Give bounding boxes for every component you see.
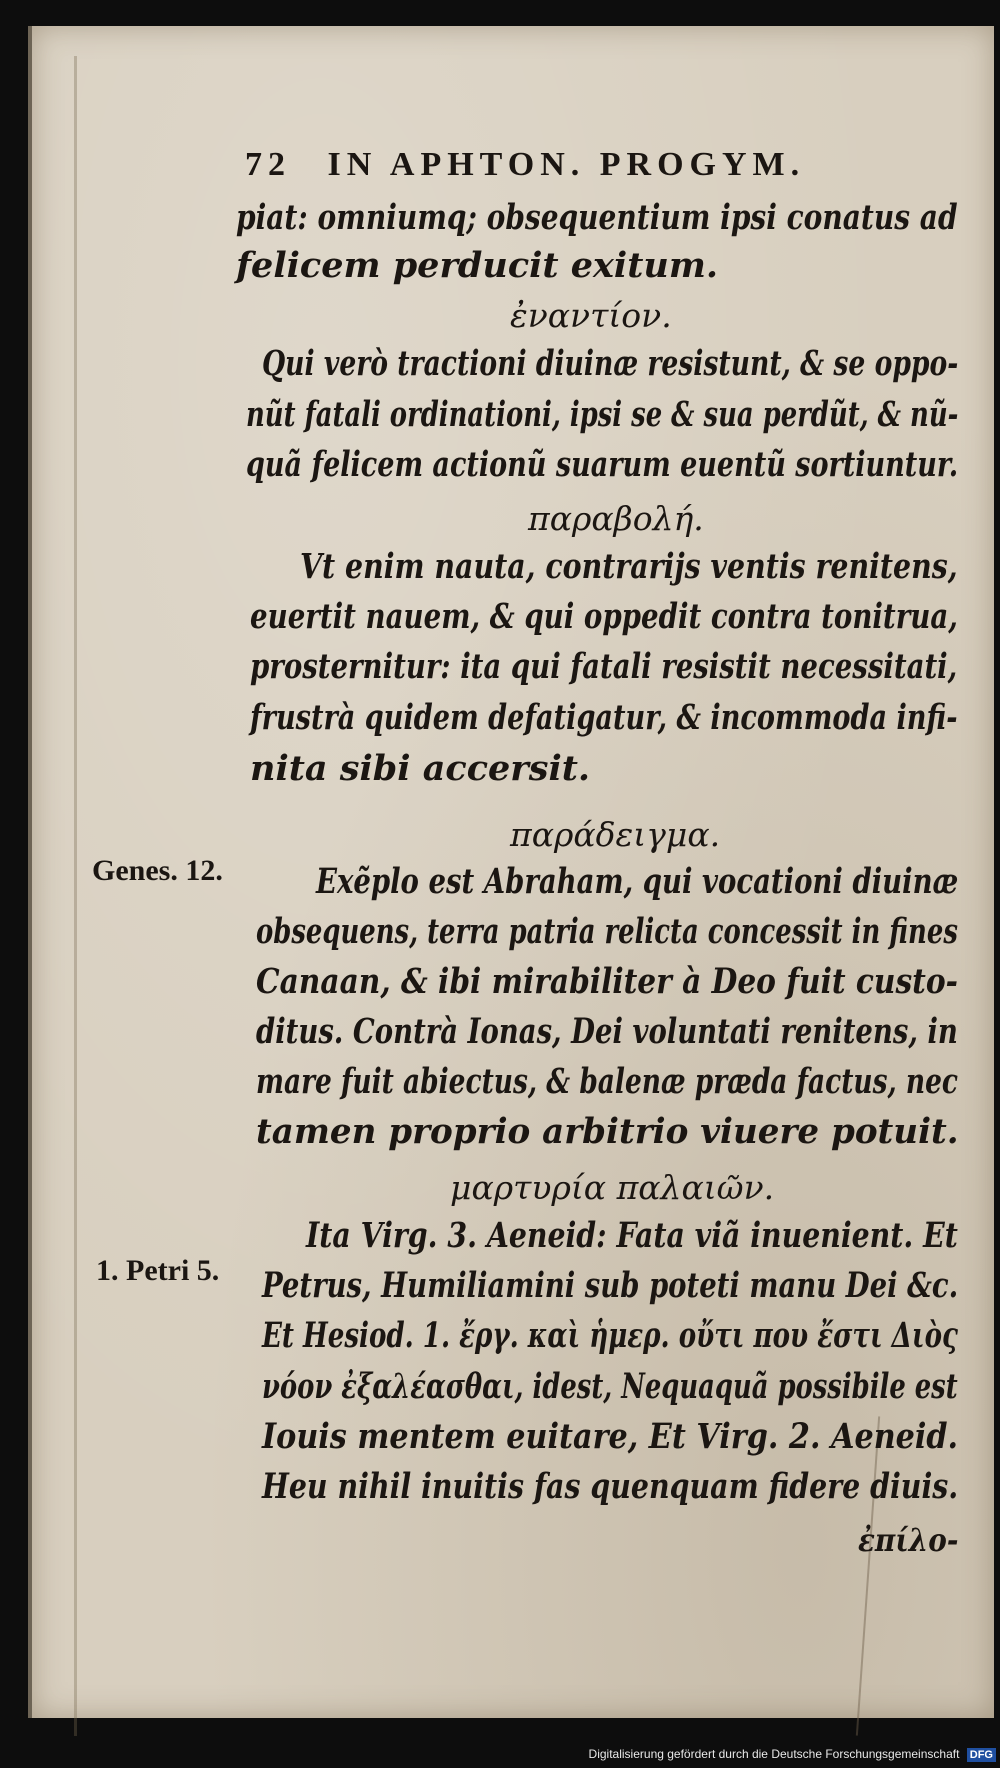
catchword: ἐπίλο- [858, 1521, 959, 1559]
text-line: frustrà quidem defatigatur, & incommoda infi- [250, 697, 958, 738]
text-line: nita sibi accersit. [250, 748, 591, 789]
text-line: prosternitur: ita qui fatali resistit necessitati, [250, 646, 958, 687]
paper-crease [856, 1416, 880, 1735]
text-line: Petrus, Humiliamini sub poteti manu Dei &c. [262, 1265, 959, 1306]
text-line: Et Hesiod. 1. ἔργ. καὶ ἡμερ. οὔτι που ἔστι Διὸς [262, 1315, 958, 1356]
page-number: 72 [245, 146, 291, 183]
text-line: Exẽplo est Abraham, qui vocationi diuinæ [316, 861, 959, 902]
text-line: Qui verò tractioni diuinæ resistunt, & se oppo- [262, 343, 959, 384]
text-line: νόον ἐξαλέασθαι, idest, Nequaquã possibile est [262, 1366, 958, 1407]
text-line: mare fuit abiectus, & balenæ præda factus, nec [256, 1061, 959, 1102]
text-line: felicem perducit exitum. [236, 245, 719, 286]
text-line: ditus. Contrà Ionas, Dei voluntati renitens, in [256, 1011, 958, 1052]
text-line: tamen proprio arbitrio viuere potuit. [256, 1111, 959, 1152]
text-line: obsequens, terra patria relicta concessit in fines [256, 911, 958, 952]
text-line: euertit nauem, & qui oppedit contra tonitrua, [250, 596, 958, 637]
text-line: Vt enim nauta, contrarijs ventis renitens, [300, 546, 958, 587]
dfg-logo: DFG [967, 1748, 996, 1762]
text-line: Ita Virg. 3. Aeneid: Fata viã inuenient. Et [306, 1215, 958, 1256]
text-line: piat: omniumq; obsequentium ipsi conatus ad [236, 197, 958, 238]
page-fold-shadow [74, 56, 77, 1736]
running-title: IN APHTON. PROGYM. [327, 146, 806, 183]
margin-note-genesis: Genes. 12. [92, 854, 223, 887]
section-heading-parabola: παραβολή. [528, 499, 704, 538]
footer-credit [589, 1747, 996, 1762]
running-head [245, 146, 805, 184]
footer-text: Digitalisierung gefördert durch die Deutsche Forschungsgemeinschaft [588, 1747, 960, 1761]
text-line: nũt fatali ordinationi, ipsi se & sua perdũt, & nũ- [246, 394, 959, 435]
text-line: Canaan, & ibi mirabiliter à Deo fuit custo- [256, 961, 958, 1002]
section-heading-testimonia: μαρτυρία παλαιῶν. [450, 1168, 775, 1207]
section-heading-paradigma: παράδειγμα. [510, 815, 721, 854]
margin-note-petrus: 1. Petri 5. [96, 1254, 220, 1287]
section-heading-contrarium: ἐναντίον. [510, 296, 672, 335]
text-line: quã felicem actionũ suarum euentũ sortiuntur. [246, 444, 959, 485]
text-line: Iouis mentem euitare, Et Virg. 2. Aeneid. [262, 1416, 959, 1457]
text-line: Heu nihil inuitis fas quenquam fidere diuis. [262, 1466, 959, 1507]
